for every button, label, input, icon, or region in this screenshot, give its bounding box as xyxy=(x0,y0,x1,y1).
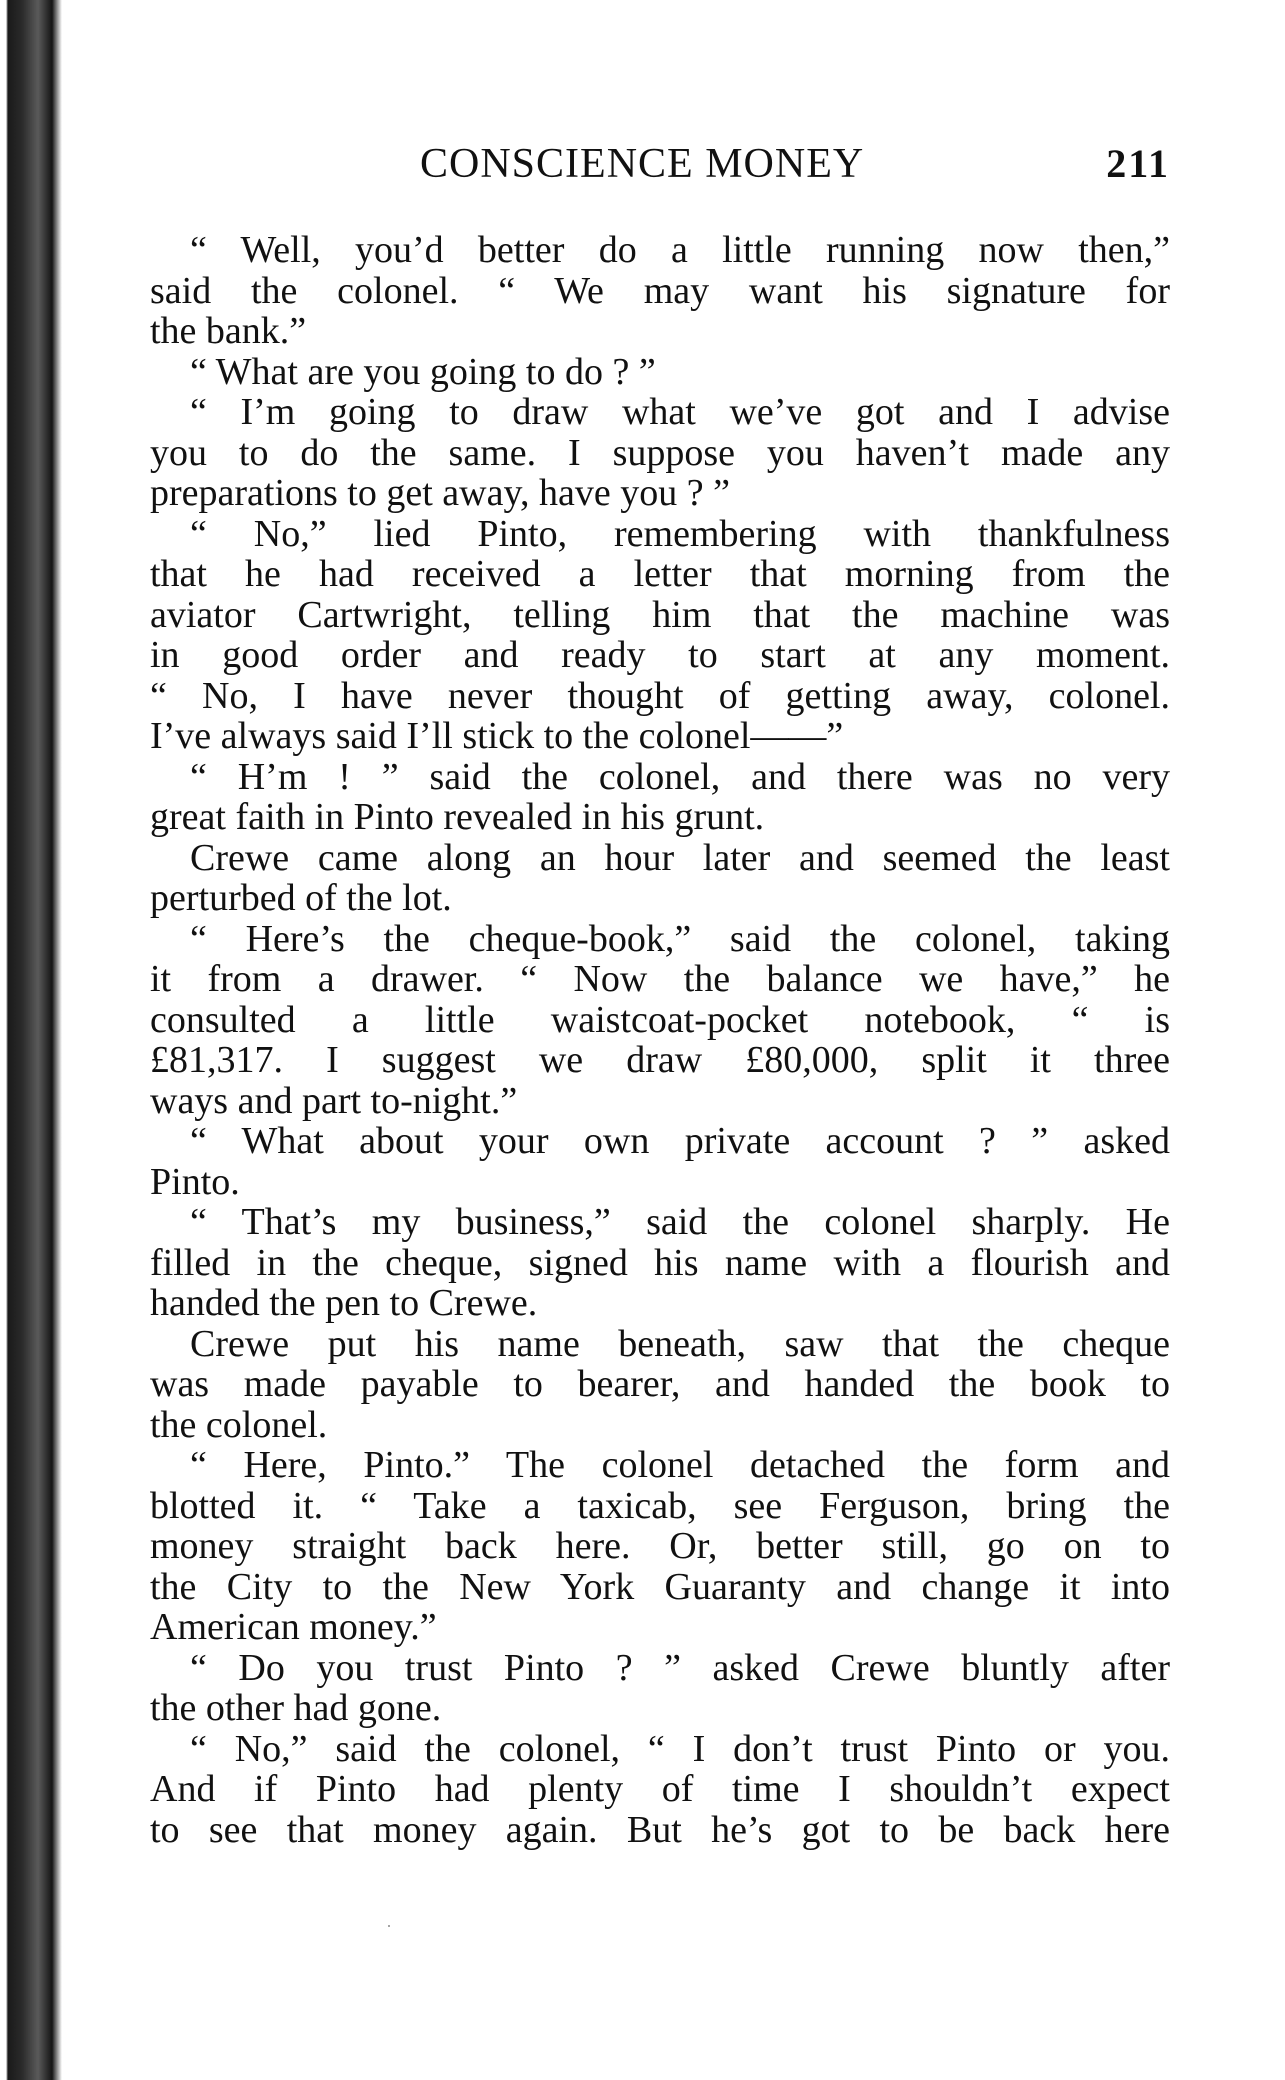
text-line: you to do the same. I suppose you haven’t made any xyxy=(150,431,1170,474)
text-line: “ Here, Pinto.” The colonel detached the form and xyxy=(190,1444,1170,1486)
text-line: that he had received a letter that morning from the xyxy=(150,553,1170,595)
page-number: 211 xyxy=(1106,141,1170,186)
text-line: “ I’m going to draw what we’ve got and I advise xyxy=(190,391,1170,433)
print-speck xyxy=(388,1925,390,1927)
text-line: “ Well, you’d better do a little running now then,” xyxy=(190,229,1170,271)
text-line: consulted a little waistcoat-pocket notebook, “ is xyxy=(150,998,1170,1041)
text-line: preparations to get away, have you ? ” xyxy=(150,472,730,514)
text-line: Pinto. xyxy=(150,1160,240,1203)
text-line: Crewe put his name beneath, saw that the cheque xyxy=(190,1322,1170,1365)
text-line: said the colonel. “ We may want his signature for xyxy=(150,269,1170,312)
text-line: I’ve always said I’ll stick to the colonel——” xyxy=(150,715,844,757)
text-line: perturbed of the lot. xyxy=(150,877,452,919)
text-line: Crewe came along an hour later and seemed the least xyxy=(190,836,1170,879)
text-line: “ No,” lied Pinto, remembering with thankfulness xyxy=(190,512,1170,555)
text-line: in good order and ready to start at any moment. xyxy=(150,634,1170,676)
book-binding-edge xyxy=(0,0,70,2080)
text-line: filled in the cheque, signed his name with a flourish and xyxy=(150,1241,1170,1284)
text-line: “ Do you trust Pinto ? ” asked Crewe bluntly after xyxy=(190,1646,1170,1689)
text-line: And if Pinto had plenty of time I shouldn’t expect xyxy=(150,1768,1170,1810)
text-line: the bank.” xyxy=(150,310,307,352)
text-line: “ Here’s the cheque-book,” said the colonel, taking xyxy=(190,917,1170,960)
text-line: ways and part to-night.” xyxy=(150,1079,518,1122)
text-line: aviator Cartwright, telling him that the machine was xyxy=(150,593,1170,636)
text-line: great faith in Pinto revealed in his grunt. xyxy=(150,796,765,838)
text-line: “ What about your own private account ? ” asked xyxy=(190,1120,1170,1162)
text-line: “ No, I have never thought of getting away, colonel. xyxy=(150,674,1170,717)
running-title: CONSCIENCE MONEY xyxy=(420,141,865,187)
text-line: blotted it. “ Take a taxicab, see Ferguson, bring the xyxy=(150,1484,1170,1527)
text-line: money straight back here. Or, better still, go on to xyxy=(150,1525,1170,1567)
page-header xyxy=(150,140,1170,200)
text-line: the colonel. xyxy=(150,1403,328,1446)
body-text xyxy=(150,230,1170,1850)
text-line: “ No,” said the colonel, “ I don’t trust Pinto or you. xyxy=(190,1727,1170,1770)
text-line: was made payable to bearer, and handed the book to xyxy=(150,1363,1170,1405)
text-line: £81,317. I suggest we draw £80,000, split it three xyxy=(150,1039,1170,1081)
text-line: it from a drawer. “ Now the balance we have,” he xyxy=(150,958,1170,1000)
text-line: the other had gone. xyxy=(150,1687,442,1729)
text-line: “ That’s my business,” said the colonel sharply. He xyxy=(190,1201,1170,1243)
text-line: to see that money again. But he’s got to be back here xyxy=(150,1808,1170,1851)
text-line: “ What are you going to do ? ” xyxy=(190,350,656,393)
text-line: handed the pen to Crewe. xyxy=(150,1282,538,1324)
text-line: American money.” xyxy=(150,1606,437,1648)
text-line: “ H’m ! ” said the colonel, and there was no very xyxy=(190,755,1170,798)
text-line: the City to the New York Guaranty and change it into xyxy=(150,1565,1170,1608)
